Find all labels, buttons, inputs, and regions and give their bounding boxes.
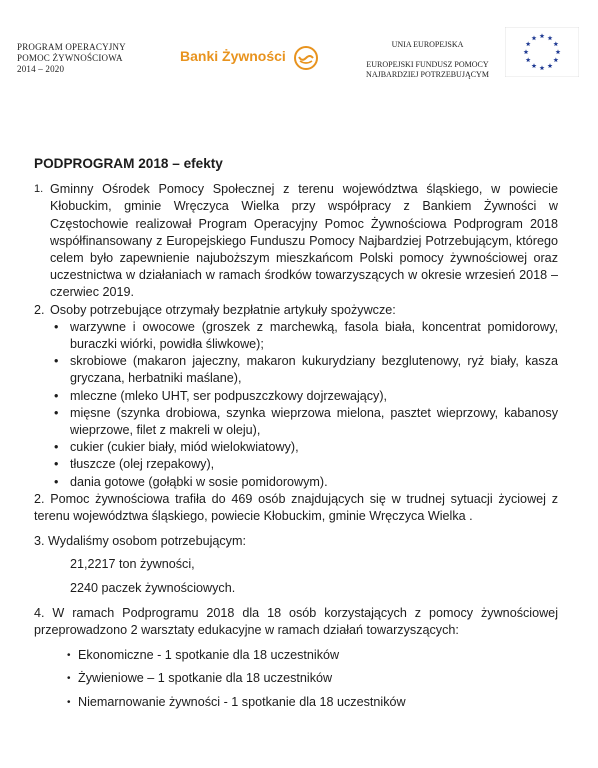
workshop-item: Żywieniowe – 1 spotkanie dla 18 uczestników bbox=[78, 671, 333, 686]
bullet: • bbox=[54, 405, 59, 420]
food-item: skrobiowe (makaron jajeczny, makaron kukurydziany bezglutenowy, ryż biały, kasza gryczana, herbatniki maślane), bbox=[70, 354, 558, 386]
bullet: • bbox=[54, 319, 59, 334]
food-item: warzywne i owocowe (groszek z marchewką, fasola biała, koncentrat pomidorowy, buraczki wiórki, powidła śliwkowe); bbox=[70, 319, 558, 352]
eu-label: UNIA EUROPEJSKA bbox=[391, 40, 464, 49]
list-item bbox=[34, 474, 558, 491]
food-item: tłuszcze (olej rzepakowy), bbox=[70, 457, 215, 472]
document-body bbox=[34, 155, 558, 711]
list-item bbox=[34, 388, 558, 405]
tons-line: 21,2217 ton żywności, bbox=[70, 557, 195, 572]
document-title: PODPROGRAM 2018 – efekty bbox=[34, 156, 223, 171]
bullet: • bbox=[54, 474, 59, 489]
list-item bbox=[34, 670, 558, 687]
program-header bbox=[17, 42, 126, 75]
list-item bbox=[34, 319, 558, 353]
bullet: • bbox=[54, 388, 59, 403]
bullet: • bbox=[54, 440, 59, 455]
program-line: PROGRAM OPERACYJNY bbox=[17, 42, 126, 52]
workshop-item: Ekonomiczne - 1 spotkanie dla 18 uczestników bbox=[78, 648, 340, 663]
list-item-1 bbox=[34, 181, 558, 301]
list-item bbox=[34, 694, 558, 711]
list-item bbox=[34, 647, 558, 664]
bullet: • bbox=[54, 354, 59, 369]
program-line: 2014 – 2020 bbox=[17, 64, 65, 74]
item-text: Osoby potrzebujące otrzymały bezpłatnie artykuły spożywcze: bbox=[50, 302, 396, 317]
list-item bbox=[34, 456, 558, 473]
banki-zywnosci-logo-icon bbox=[293, 45, 319, 76]
fund-line: EUROPEJSKI FUNDUSZ POMOCY bbox=[366, 60, 489, 69]
list-item bbox=[34, 439, 558, 456]
workshop-item: Niemarnowanie żywności - 1 spotkanie dla 18 uczestników bbox=[78, 694, 406, 709]
program-line: POMOC ŻYWNOŚCIOWA bbox=[17, 53, 123, 63]
paragraph-2: 2. Pomoc żywnościowa trafiła do 469 osób znajdujących się w trudnej sytuacji życiowej z terenu województwa śląskiego, powiecie Kłobuckim, gminie Wręczyca Wielka . bbox=[34, 491, 558, 524]
list-item bbox=[34, 353, 558, 387]
item-text: Gminny Ośrodek Pomocy Społecznej z terenu województwa śląskiego, w powiecie Kłobuckim, gminie Wręczyca Wielka przy współpracy z Bankiem Żywności w Częstochowie realizował Program Operacyjny Pomoc Żywnościowa Podprogram 2018 współfinansowany z Europejskiego Funduszu Pomocy Najbardziej Potrzebującym, którego celem było zapewnienie najuboższym mieszkańcom Polski pomocy żywnościowej oraz uczestnictwa w działaniach w ramach środków towarzyszących w okresie wrzesień 2018 – czerwiec 2019. bbox=[50, 182, 558, 300]
item-number: 1. bbox=[34, 183, 44, 196]
eu-flag-icon bbox=[505, 27, 579, 82]
bullet: • bbox=[67, 650, 71, 662]
paragraph-3: 3. Wydaliśmy osobom potrzebującym: bbox=[34, 534, 246, 549]
food-item: cukier (cukier biały, miód wielokwiatowy), bbox=[70, 440, 299, 455]
fund-line: NAJBARDZIEJ POTRZEBUJĄCYM bbox=[366, 70, 489, 79]
eu-header bbox=[355, 40, 500, 80]
food-item: dania gotowe (gołąbki w sosie pomidorowym). bbox=[70, 474, 328, 489]
bullet: • bbox=[67, 673, 71, 685]
bullet: • bbox=[54, 457, 59, 472]
food-list bbox=[34, 319, 558, 491]
paragraph-4: 4. W ramach Podprogramu 2018 dla 18 osób korzystających z pomocy żywnościowej przeprowadzono 2 warsztaty edukacyjne w ramach działań towarzyszących: bbox=[34, 605, 558, 638]
brand-name: Banki Żywności bbox=[180, 48, 286, 64]
food-item: mleczne (mleko UHT, ser podpuszczkowy dojrzewający), bbox=[70, 388, 388, 403]
item-number: 2. bbox=[34, 302, 45, 317]
bullet: • bbox=[67, 696, 71, 708]
packages-line: 2240 paczek żywnościowych. bbox=[70, 580, 236, 595]
food-item: mięsne (szynka drobiowa, szynka wieprzowa mielona, pasztet wieprzowy, kabanosy wieprzowe, filet z makreli w oleju), bbox=[70, 405, 558, 438]
list-item-2 bbox=[34, 302, 558, 319]
list-item bbox=[34, 405, 558, 439]
